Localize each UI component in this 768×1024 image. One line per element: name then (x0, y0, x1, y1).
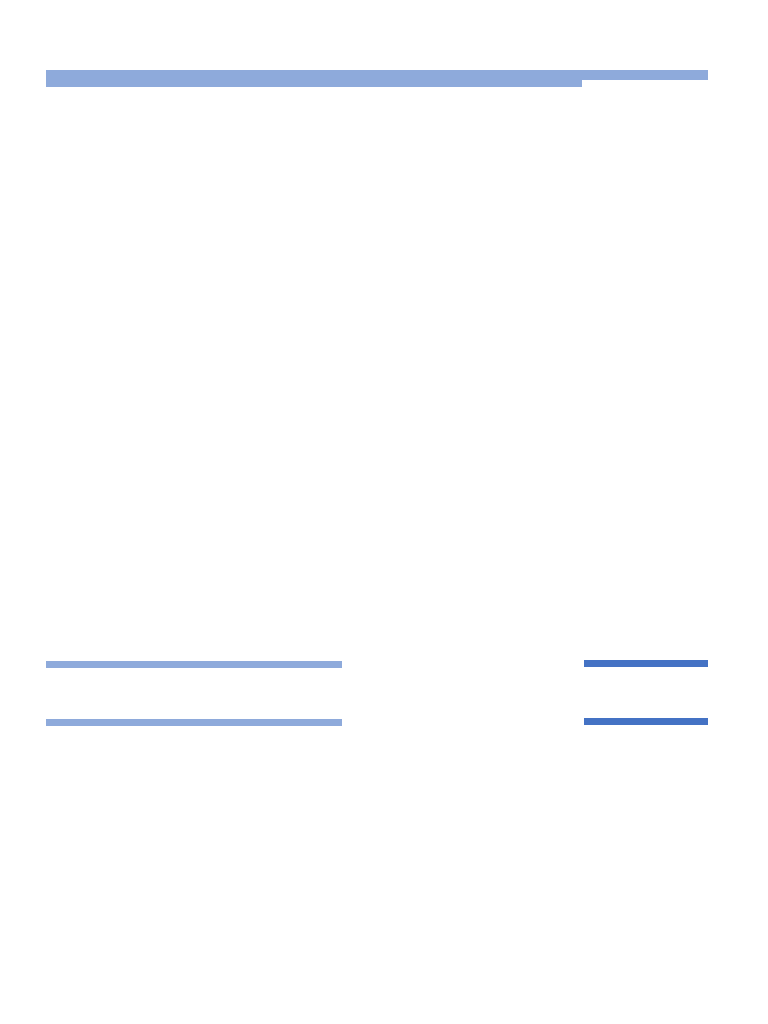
part-bar-extend (584, 718, 708, 725)
column-header-bar (46, 70, 708, 80)
part-bar (46, 719, 342, 726)
part-bar (46, 661, 342, 668)
part-bar-extend (584, 660, 708, 667)
part-bar (46, 80, 582, 87)
